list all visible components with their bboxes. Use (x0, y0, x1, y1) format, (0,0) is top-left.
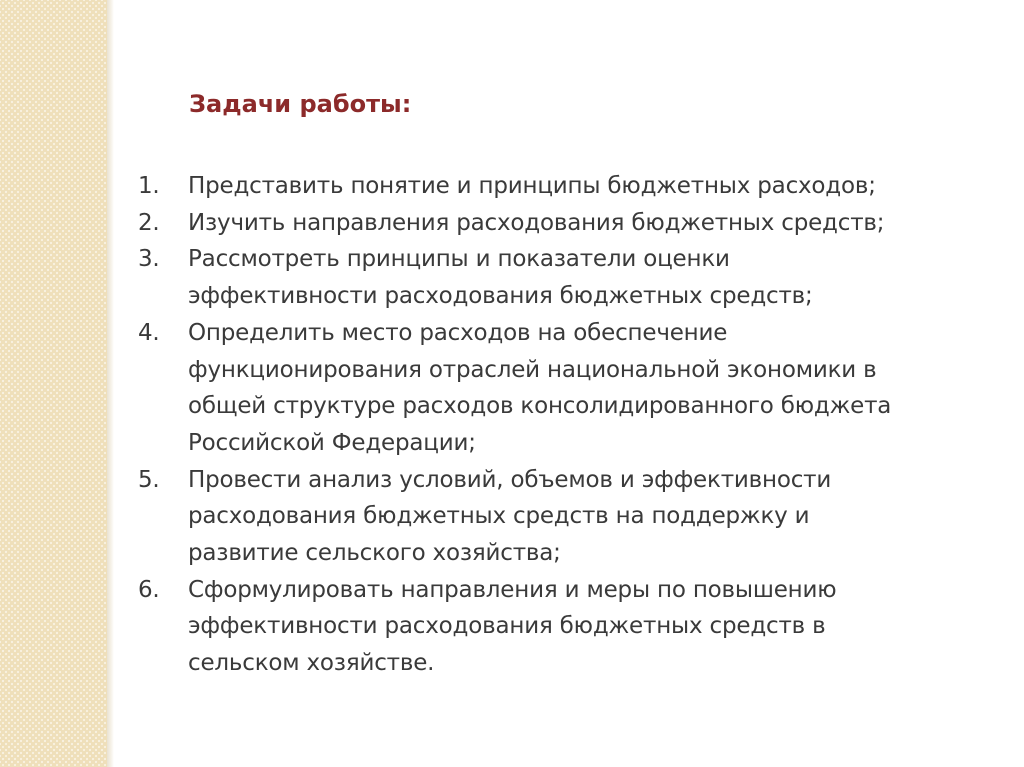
task-text-line: функционирования отраслей национальной экономики в (188, 356, 877, 383)
task-text-line: общей структуре расходов консолидированного бюджета (188, 393, 892, 420)
task-item-5 (132, 462, 1002, 572)
decorative-left-band (0, 0, 107, 767)
task-text-line: Рассмотреть принципы и показатели оценки (188, 246, 730, 273)
task-item-3 (132, 241, 1002, 314)
task-text-line: расходования бюджетных средств на поддержку и (188, 503, 810, 530)
task-item-4 (132, 315, 1002, 462)
task-text-line: Изучить направления расходования бюджетных средств; (188, 209, 885, 236)
task-number: 5. (138, 466, 160, 493)
task-item-1 (132, 168, 1002, 205)
task-number: 3. (138, 246, 160, 273)
task-text-line: Определить место расходов на обеспечение (188, 319, 728, 346)
decorative-band-edge (107, 0, 114, 767)
task-list (132, 168, 1002, 682)
task-number: 1. (138, 173, 160, 199)
slide-title: Задачи работы: (189, 90, 412, 118)
task-text-line: эффективности расходования бюджетных средств в (188, 613, 826, 640)
task-item-2 (132, 205, 1002, 242)
task-number: 6. (138, 576, 160, 603)
slide-content (132, 0, 1002, 767)
task-text-line: Представить понятие и принципы бюджетных расходов; (188, 173, 876, 199)
task-number: 4. (138, 319, 160, 346)
task-text-line: Российской Федерации; (188, 429, 476, 456)
task-text-line: Провести анализ условий, объемов и эффективности (188, 466, 832, 493)
task-text-line: сельском хозяйстве. (188, 650, 435, 677)
task-number: 2. (138, 209, 160, 236)
task-text-line: эффективности расходования бюджетных средств; (188, 283, 813, 310)
task-text-line: развитие сельского хозяйства; (188, 540, 561, 567)
task-text-line: Сформулировать направления и меры по повышению (188, 576, 837, 603)
task-item-6 (132, 572, 1002, 682)
